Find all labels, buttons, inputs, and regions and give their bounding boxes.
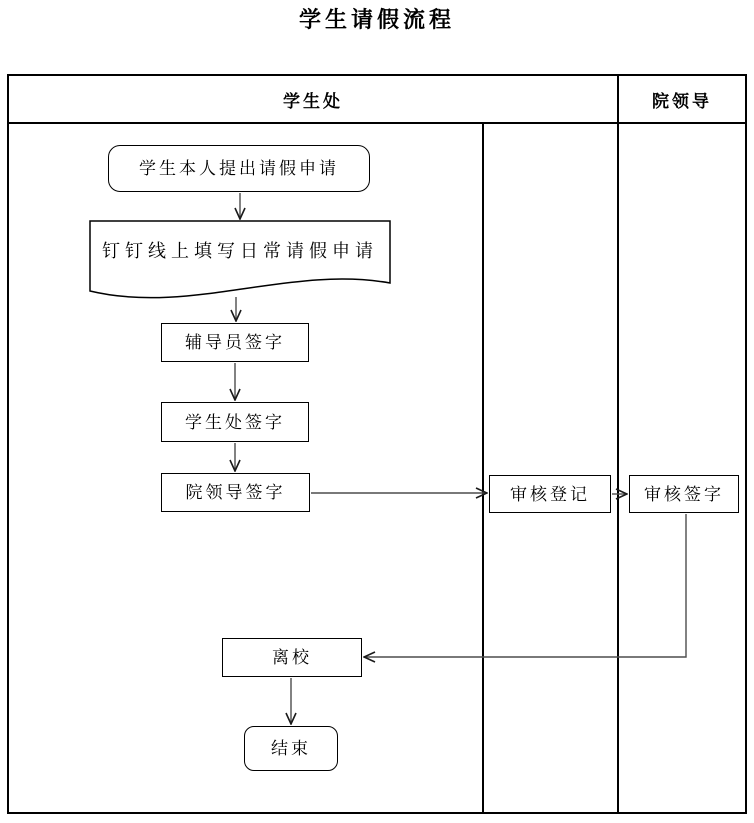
arrow-review-sign-to-leave [364,514,686,657]
node-counselor-sign: 辅导员签字 [161,323,309,362]
node-review-register: 审核登记 [489,475,611,513]
page-title: 学生请假流程 [298,7,455,32]
node-student-apply: 学生本人提出请假申请 [108,145,370,192]
node-dingtalk-document-label: 钉钉线上填写日常请假申请 [102,241,378,261]
node-review-sign: 审核签字 [629,475,739,513]
node-student-office-sign: 学生处签字 [161,402,309,442]
lane-header-student-office: 学生处 [283,91,343,111]
node-dean-sign: 院领导签字 [161,473,310,512]
node-leave-school: 离校 [222,638,362,677]
node-end: 结束 [244,726,338,771]
lane-header-dean: 院领导 [652,91,712,111]
